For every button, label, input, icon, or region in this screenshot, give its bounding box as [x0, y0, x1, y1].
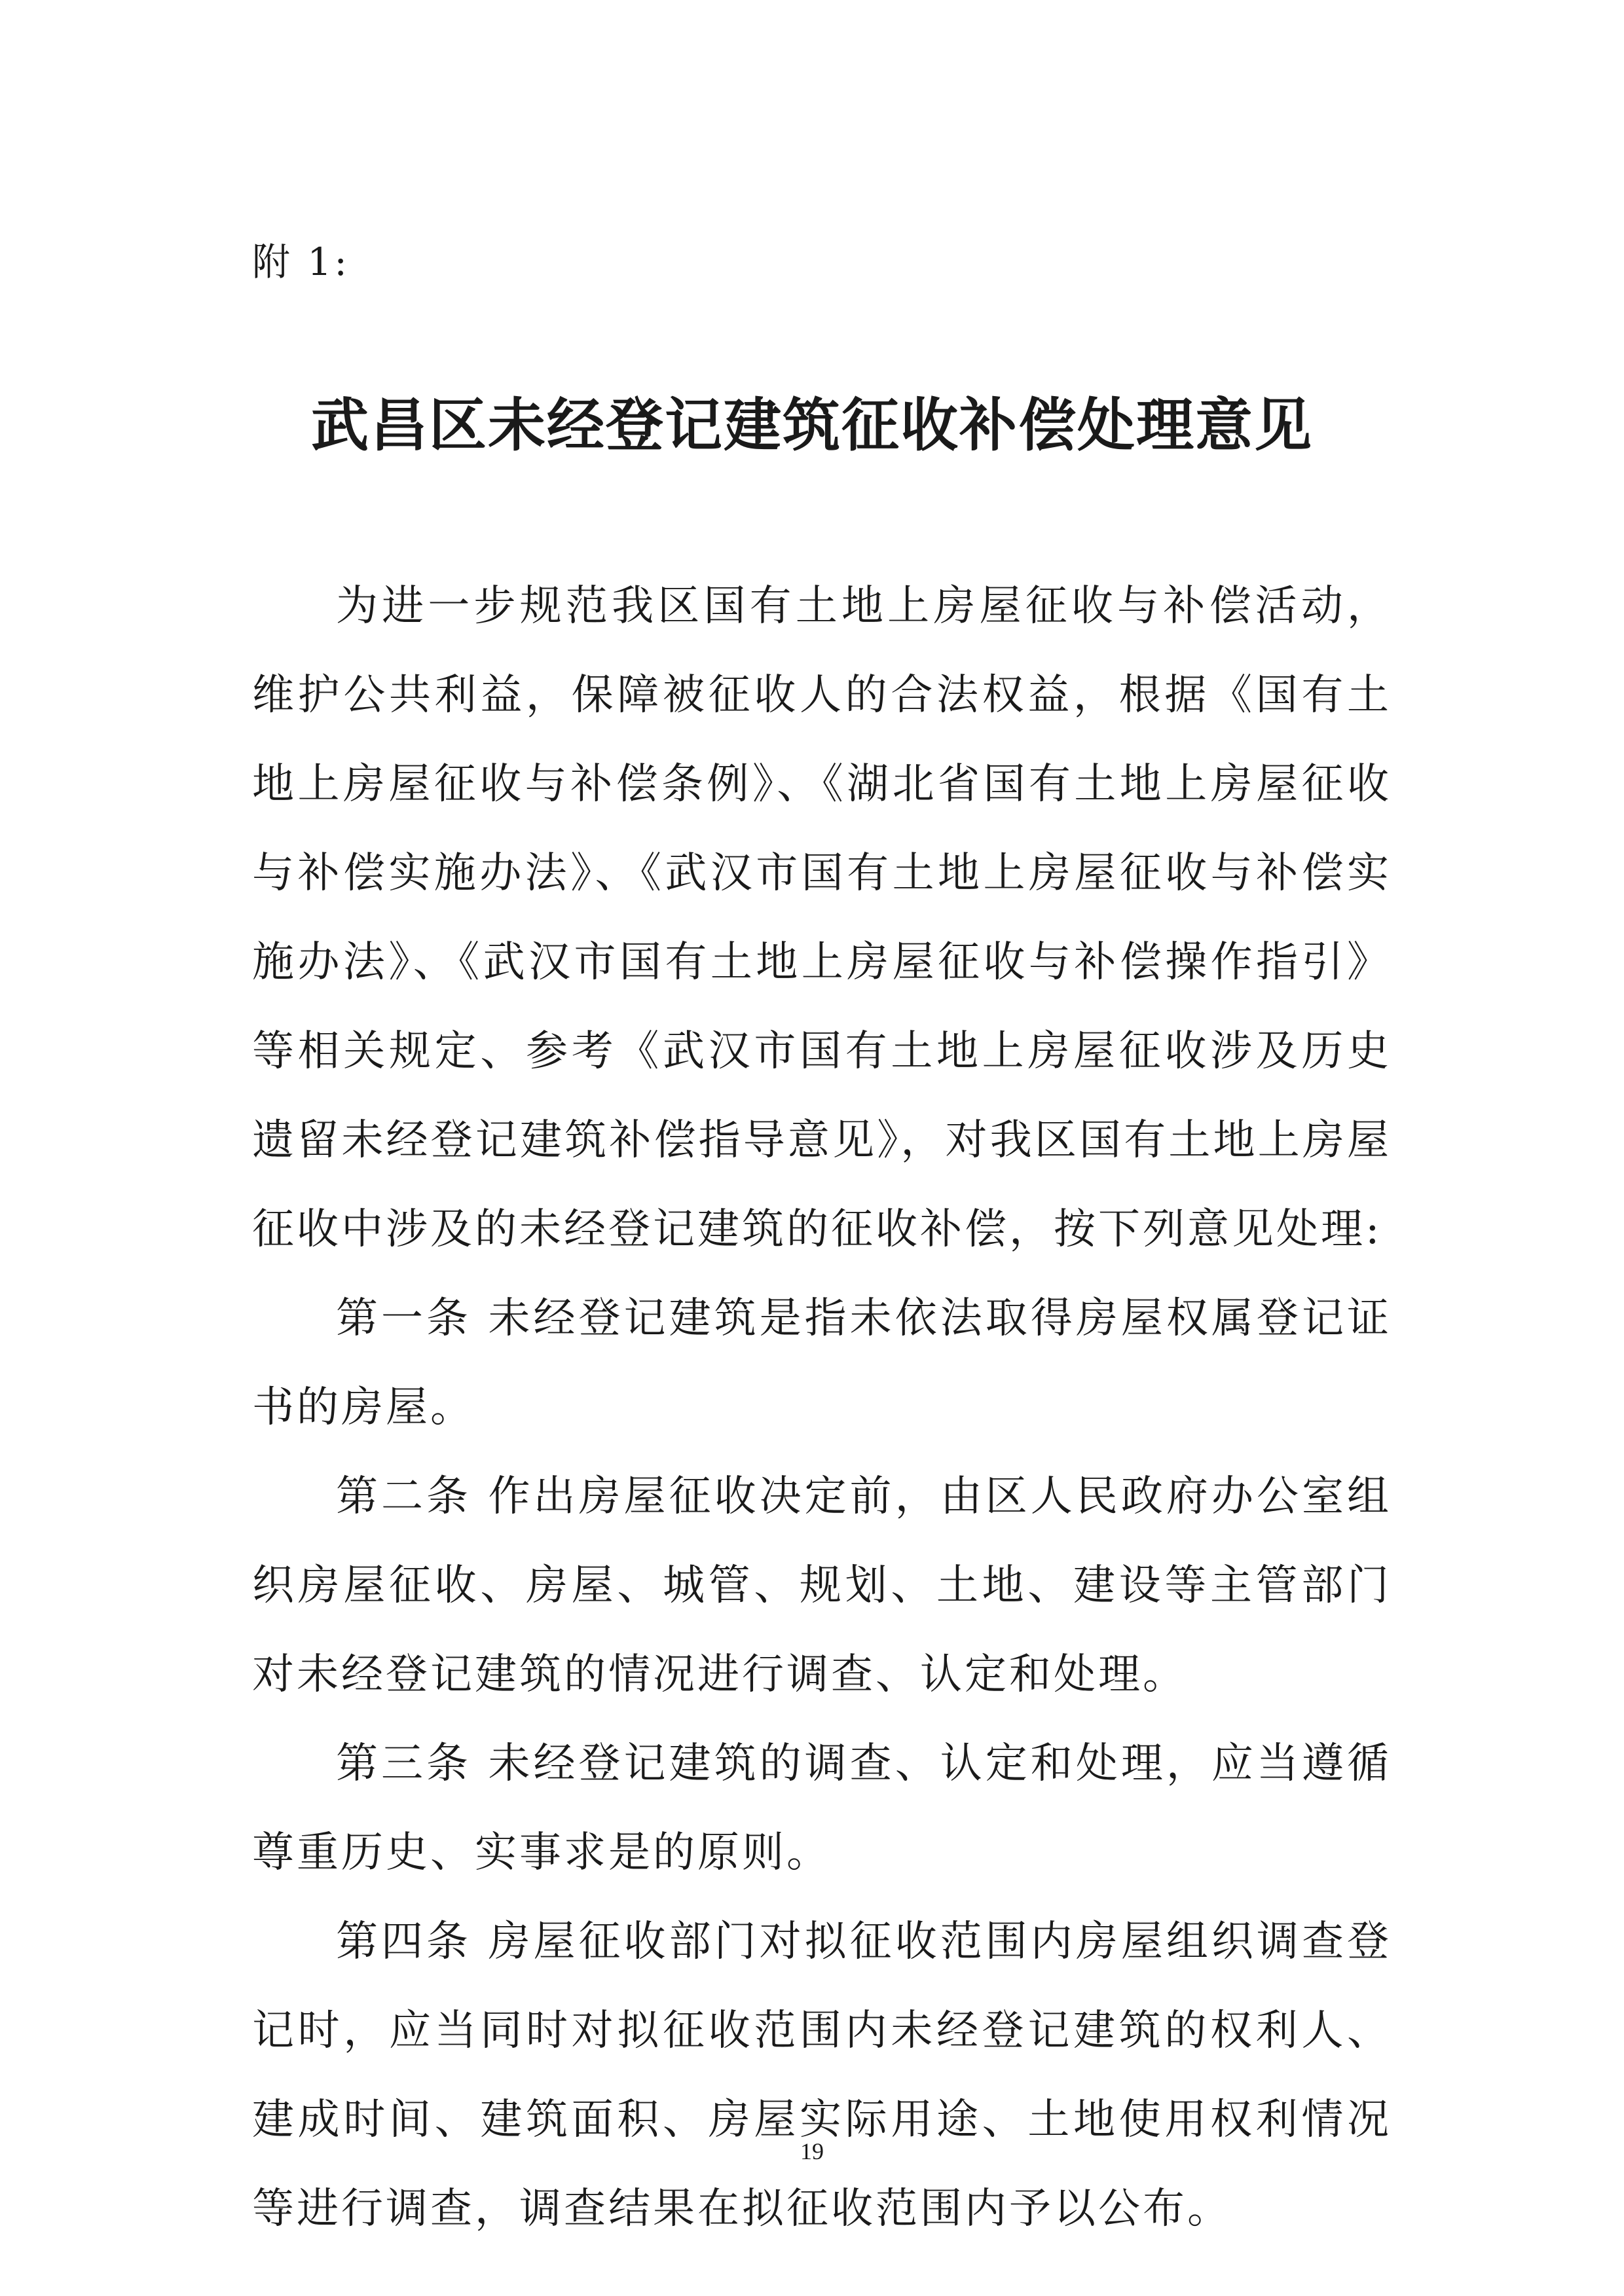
document-title: 武昌区未经登记建筑征收补偿处理意见 [310, 392, 1313, 459]
document-body [252, 562, 1392, 2253]
article-4-paragraph: 第四条 房屋征收部门对拟征收范围内房屋组织调查登记时，应当同时对拟征收范围内未经登记建筑的权利人、建成时间、建筑面积、房屋实际用途、土地使用权利情况等进行调查，调查结果在拟征收范围内予以公布。 [252, 1918, 1392, 2233]
attachment-label: 附 1: [252, 240, 350, 284]
intro-paragraph: 为进一步规范我区国有土地上房屋征收与补偿活动，维护公共利益，保障被征收人的合法权益，根据《国有土地上房屋征收与补偿条例》、《湖北省国有土地上房屋征收与补偿实施办法》、《武汉市国有土地上房屋征收与补偿实施办法》、《武汉市国有土地上房屋征收与补偿操作指引》等相关规定、参考《武汉市国有土地上房屋征收涉及历史遗留未经登记建筑补偿指导意见》，对我区国有土地上房屋征收中涉及的未经登记建筑的征收补偿，按下列意见处理: [252, 582, 1392, 1254]
article-1-paragraph: 第一条 未经登记建筑是指未依法取得房屋权属登记证书的房屋。 [252, 1294, 1392, 1432]
article-2-paragraph: 第二条 作出房屋征收决定前，由区人民政府办公室组织房屋征收、房屋、城管、规划、土地、建设等主管部门对未经登记建筑的情况进行调查、认定和处理。 [252, 1472, 1392, 1699]
page-number: 19 [800, 2138, 824, 2164]
article-3-paragraph: 第三条 未经登记建筑的调查、认定和处理，应当遵循尊重历史、实事求是的原则。 [252, 1740, 1392, 1877]
